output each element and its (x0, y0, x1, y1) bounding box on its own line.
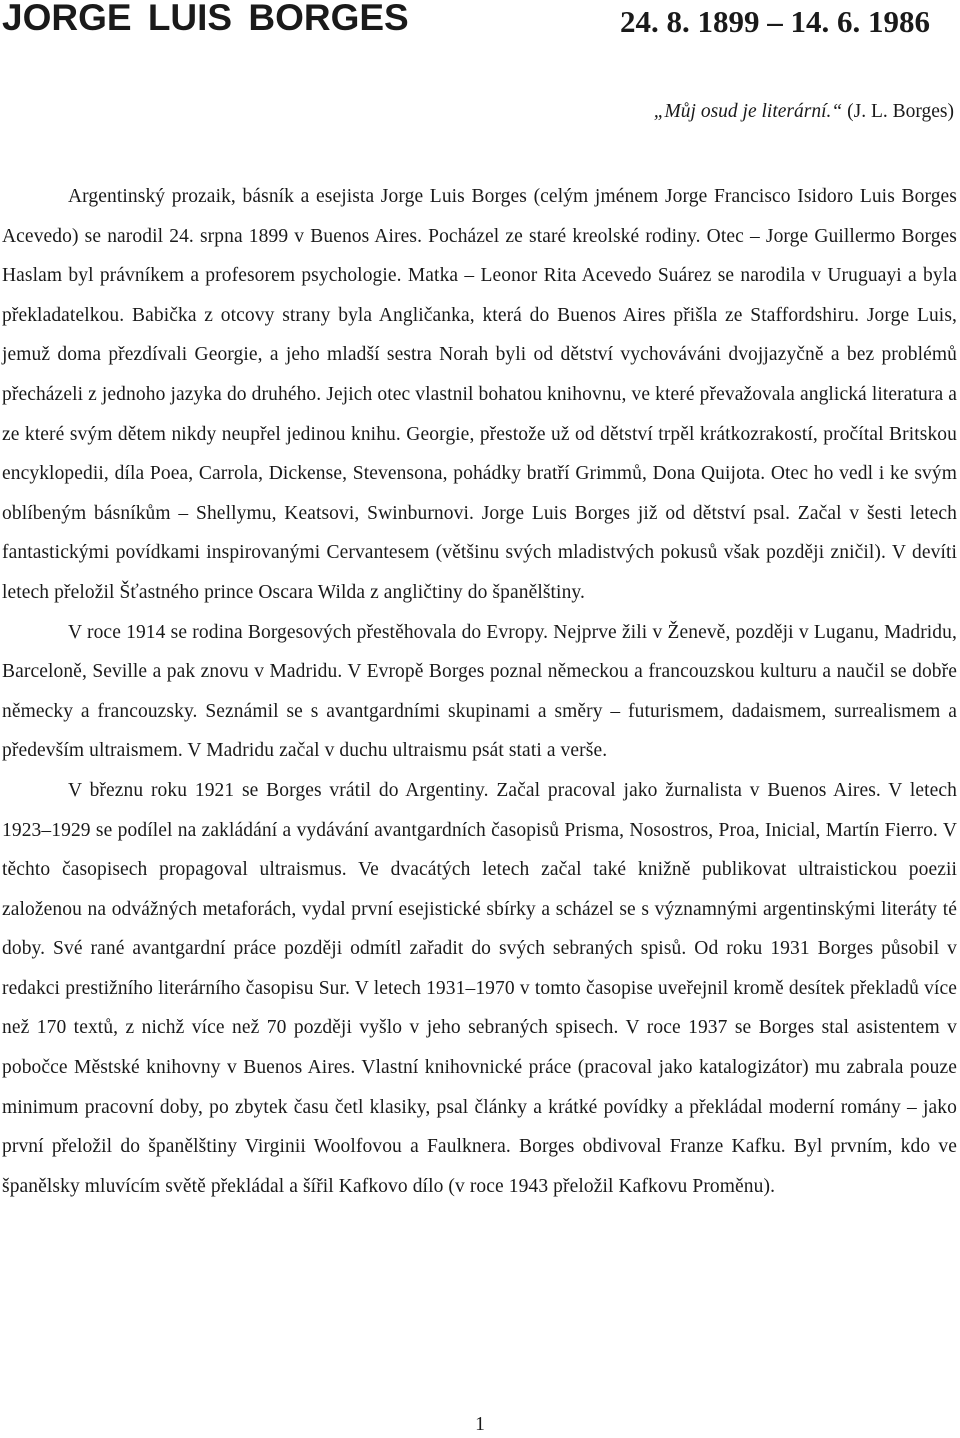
paragraph-childhood: Argentinský prozaik, básník a esejista Jorge Luis Borges (celým jménem Jorge Francisco Isidoro Luis Borges Acevedo) se narodil 24. srpna 1899 v Buenos Aires. Pocházel ze staré kreolské rodiny. Otec – Jorge Guillermo Borges Haslam byl právníkem a profesorem psychologie. Matka – Leonor Rita Acevedo Suárez se narodila v Uruguayi a byla překladatelkou. Babička z otcovy strany byla Angličanka, která do Buenos Aires přišla ze Staffordshiru. Jorge Luis, jemuž doma přezdívali Georgie, a jeho mladší sestra Norah byli od dětství vychováváni dvojjazyčně a bez problémů přecházeli z jednoho jazyka do druhého. Jejich otec vlastnil bohatou knihovnu, ve které převažovala anglická literatura a ze které svým dětem nikdy neupřel jedinou knihu. Georgie, přestože už od dětství trpěl krátkozrakostí, pročítal Britskou encyklopedii, díla Poea, Carrola, Dickense, Stevensona, pohádky bratří Grimmů, Dona Quijota. Otec ho vedl i ke svým oblíbeným básníkům – Shellymu, Keatsovi, Swinburnovi. Jorge Luis Borges již od dětství psal. Začal v šesti letech fantastickými povídkami inspirovanými Cervantesem (většinu svých mladistvých pokusů však později zničil). V devíti letech přeložil Šťastného prince Oscara Wilda z angličtiny do španělštiny. (2, 186, 957, 603)
title-row (2, 0, 960, 40)
epigraph-quote: „Můj osud je literární.“ (653, 101, 843, 122)
page-title: JORGE LUIS BORGES (2, 0, 409, 38)
body-text (2, 177, 957, 1206)
epigraph (654, 98, 954, 126)
paragraph-europe: V roce 1914 se rodina Borgesových přestěhovala do Evropy. Nejprve žili v Ženevě, později v Luganu, Madridu, Barceloně, Seville a pak znovu v Madridu. V Evropě Borges poznal německou a francouzskou kulturu a naučil se dobře německy a francouzsky. Seznámil se s avantgardními skupinami a směry – futurismem, dadaismem, surrealismem a především ultraismem. V Madridu začal v duchu ultraismu psát stati a verše. (2, 621, 957, 762)
epigraph-attribution: (J. L. Borges) (842, 101, 954, 122)
life-dates: 24. 8. 1899 – 14. 6. 1986 (620, 4, 930, 39)
paragraph-argentina: V březnu roku 1921 se Borges vrátil do Argentiny. Začal pracoval jako žurnalista v Buenos Aires. V letech 1923–1929 se podílel na zakládání a vydávání avantgardních časopisů Prisma, Nosostros, Proa, Inicial, Martín Fierro. V těchto časopisech propagoval ultraismus. Ve dvacátých letech začal také knižně publikovat ultraistickou poezii založenou na odvážných metaforách, vydal první esejistické sbírky a scházel se s významnými argentinskými literáty té doby. Své rané avantgardní práce později odmítl zařadit do svých sebraných spisů. Od roku 1931 Borges působil v redakci prestižního literárního časopisu Sur. V letech 1931–1970 v tomto časopise uveřejnil kromě desítek překladů více než 170 textů, z nichž více než 70 později vyšlo v jeho sebraných spisech. V roce 1937 se Borges stal asistentem v pobočce Městské knihovny v Buenos Aires. Vlastní knihovnické práce (pracoval jako katalogizátor) mu zabrala pouze minimum pracovní doby, po zbytek času četl klasiky, psal články a krátké povídky a překládal moderní romány – jako první přeložil do španělštiny Virginii Woolfovou a Faulknera. Borges obdivoval Franze Kafku. Byl prvním, kdo ve španělsky mluvícím světě překládal a šířil Kafkovo dílo (v roce 1943 přeložil Kafkovu Proměnu). (2, 779, 957, 1197)
page-number: 1 (475, 1414, 485, 1435)
